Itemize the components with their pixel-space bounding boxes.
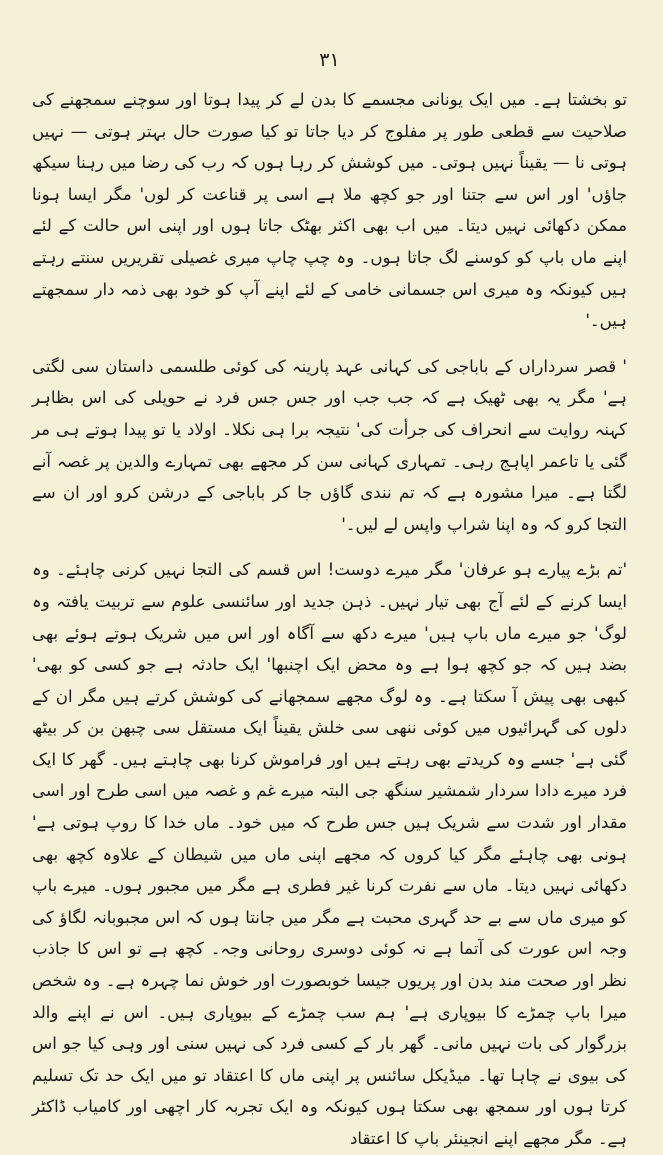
paragraph: ' قصر سرداراں کے باباجی کی کہانی عہد پارینہ کی کوئی طلسمی داستان سی لگتی ہے' مگر یہ بھی ٹھیک ہے کہ جب جب اور جس جس فرد نے حویلی کی اس بظاہر کہنہ روایت سے انحراف کی جرأت کی' نتیجہ برا ہی نکلا۔ اولاد یا تو پیدا ہوتے ہی مر گئی یا تاعمر اپاہج رہی۔ تمہاری کہانی سن کر مجھے بھی تمہارے والدین پر غصہ آنے لگتا ہے۔ میرا مشورہ ہے کہ تم نندی گاؤں جا کر باباجی کے درشن کرو اور ان سے التجا کرو کہ وہ اپنا شراپ واپس لے لیں۔' — [32, 356, 627, 534]
page-number: ۳۱ — [319, 49, 340, 71]
paragraph: 'تم بڑے پیارے ہو عرفان' مگر میرے دوست! اس قسم کی التجا نہیں کرنی چاہئے۔ وہ ایسا کرنے کے لئے آج بھی تیار نہیں۔ ذہن جدید اور سائنسی علوم سے تربیت یافتہ وہ لوگ' جو میرے ماں باپ ہیں' میرے دکھ سے آگاہ اور اس میں شریک ہوتے ہوئے بھی بضد ہیں کہ جو کچھ ہوا ہے وہ محض ایک اچنبھا' ایک حادثہ ہے جو کسی کو بھی' کبھی بھی پیش آ سکتا ہے۔ وہ لوگ مجھے سمجھانے کی کوشش کرتے ہیں مگر ان کے دلوں کی گہرائیوں میں کوئی ننھی سی خلش یقیناً ایک مستقل سی چبھن بن کر بیٹھ گئی ہے' جسے وہ کریدتے بھی رہتے ہیں اور فراموش کرنا بھی چاہتے ہیں۔ گھر کا ایک فرد میرے دادا سردار شمشیر سنگھ جی البتہ میرے غم و غصہ میں اسی طرح اور اسی مقدار اور شدت سے شریک ہیں جس طرح کہ میں خود۔ ماں خدا کا روپ ہوتی ہے' ہونی بھی چاہئے مگر کیا کروں کہ مجھے اپنی ماں میں شیطان کے علاوہ کچھ بھی دکھائی نہیں دیتا۔ ماں سے نفرت کرنا غیر فطری ہے مگر میں مجبور ہوں۔ میرے باپ کو میری ماں سے بے حد گہری محبت ہے مگر میں جانتا ہوں کہ اس مجبوبانہ لگاؤ کی وجہ اس عورت کی آتما ہے نہ کوئی دوسری روحانی وجہ۔ کچھ ہے تو اس کا جاذب نظر اور صحت مند بدن اور پریوں جیسا خوبصورت اور خوش نما چہرہ ہے۔ وہ شخص میرا باپ چمڑے کا بیوپاری ہے' ہم سب چمڑے کے بیوپاری ہیں۔ اس نے اپنے والد بزرگوار کی بات نہیں مانی۔ گھر بار کے کسی فرد کی نہیں سنی اور وہی کیا جو اس کی بیوی نے چاہا تھا۔ میڈیکل سائنس پر اپنی ماں کا اعتقاد تو میں ایک حد تک تسلیم کرتا ہوں اور سمجھ بھی سکتا ہوں کیونکہ وہ ایک تجربہ کار اچھی اور کامیاب ڈاکٹر ہے۔ مگر مجھے اپنے انجینئر باپ کا اعتقاد — [32, 560, 627, 1148]
paragraph: تو بخشتا ہے۔ میں ایک یونانی مجسمے کا بدن لے کر پیدا ہوتا اور سوچنے سمجھنے کی صلاحیت سے قطعی طور پر مفلوج کر دیا جاتا تو کیا صورت حال بہتر ہوتی — نہیں ہوتی نا — یقیناً نہیں ہوتی۔ میں کوشش کر رہا ہوں کہ رب کی رضا میں رہنا سیکھ جاؤں' اور اس سے جتنا اور جو کچھ ملا ہے اسی پر قناعت کر لوں' مگر ایسا ہونا ممکن دکھائی نہیں دیتا۔ میں اب بھی اکثر بھٹک جاتا ہوں اور اپنی اس حالت کے لئے اپنے ماں باپ کو کوسنے لگ جاتا ہوں۔ وہ چپ چاپ میری غصیلی تقریریں سنتے رہتے ہیں کیونکہ وہ میری اس جسمانی خامی کے لئے اپنے آپ کو خود بھی ذمہ دار سمجھتے ہیں۔' — [32, 90, 627, 331]
